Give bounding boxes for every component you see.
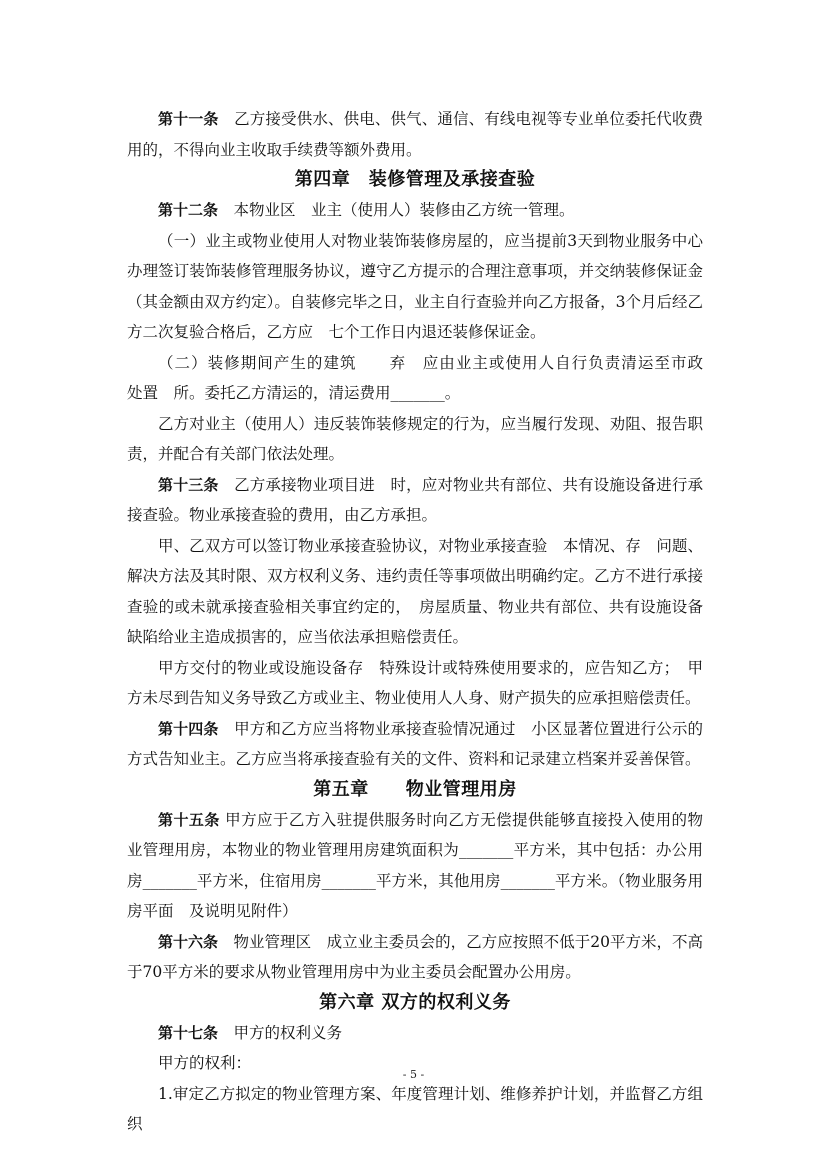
article-13	[127, 470, 703, 531]
paragraph: （二）装修期间产生的建筑 弃 应由业主或使用人自行负责清运至市政 处置 所。委托乙方清运的，清运费用_______。	[127, 353, 735, 402]
article-text: 乙方承接物业项目进 时，应对物业共有部位、共有设施设备进行承接查验。物业承接查验的费用，由乙方承担。	[127, 475, 703, 524]
article-number: 第十三条	[158, 475, 219, 494]
paragraph: （一）业主或物业使用人对物业装饰装修房屋的，应当提前3天到物业服务中心办理签订装饰装修管理服务协议，遵守乙方提示的合理注意事项，并交纳装修保证金（其金额由双方约定）。自装修完毕之日，业主自行查验并向乙方报备，3个月后经乙方二次复验合格后，乙方应 七个工作日内退还装修保证金。	[127, 231, 703, 341]
article-14	[127, 714, 703, 775]
article-number: 第十二条	[158, 201, 219, 219]
paragraph: 甲、乙双方可以签订物业承接查验协议，对物业承接查验 本情况、存 问题、解决方法及其时限、双方权利义务、违约责任等事项做出明确约定。乙方不进行承接查验的或未就承接查验相关事宜约定的， 房屋质量、物业共有部位、共有设施设备缺陷给业主造成损害的，应当依法承担赔偿责任。	[127, 536, 703, 646]
article-number: 第十四条	[158, 719, 219, 738]
article-12	[127, 195, 703, 226]
article-11	[127, 104, 703, 165]
page-number: - 5 -	[402, 1068, 425, 1081]
article-text: 甲方应于乙方入驻提供服务时向乙方无偿提供能够直接投入使用的物业管理用房，本物业的物业管理用房建筑面积为_______平方米，其中包括：办公用房_______平方米，住宿用房_______平方米，其他用房_______平方米。（物业服务用房平面 及说明见附件）	[127, 810, 703, 920]
article-text: 本物业区 业主（使用人）装修由乙方统一管理。	[218, 201, 575, 219]
paragraph: 甲方交付的物业或设施设备存 特殊设计或特殊使用要求的，应告知乙方； 甲方未尽到告知义务导致乙方或业主、物业使用人人身、财产损失的应承担赔偿责任。	[127, 658, 703, 707]
article-number: 第十五条	[158, 810, 220, 829]
chapter-6-heading: 第六章 双方的权利义务	[319, 991, 511, 1013]
paragraph: 1.审定乙方拟定的物业管理方案、年度管理计划、维修养护计划，并监督乙方组织	[127, 1084, 703, 1133]
article-text: 乙方接受供水、供电、供气、通信、有线电视等专业单位委托代收费用的，不得向业主收取手续费等额外费用。	[127, 110, 703, 159]
article-number: 第十一条	[158, 110, 219, 128]
article-text: 甲方和乙方应当将物业承接查验情况通过 小区显著位置进行公示的方式告知业主。乙方应当将承接查验有关的文件、资料和记录建立档案并妥善保管。	[127, 719, 703, 768]
paragraph: 乙方对业主（使用人）违反装饰装修规定的行为，应当履行发现、劝阻、报告职责，并配合有关部门依法处理。	[127, 414, 703, 463]
article-number: 第十七条	[158, 1023, 219, 1042]
document-body	[127, 104, 735, 1140]
article-number: 第十六条	[158, 932, 219, 951]
article-text: 物业管理区 成立业主委员会的，乙方应按照不低于20平方米，不高于70平方米的要求从物业管理用房中为业主委员会配置办公用房。	[127, 932, 703, 981]
chapter-5-heading: 第五章 物业管理用房	[313, 778, 517, 800]
article-15	[127, 805, 703, 927]
article-text: 甲方的权利义务	[218, 1023, 343, 1042]
article-16	[127, 927, 703, 988]
paragraph: 甲方的权利：	[158, 1054, 252, 1072]
article-17	[127, 1018, 703, 1049]
chapter-4-heading: 第四章 装修管理及承接查验	[294, 169, 536, 190]
